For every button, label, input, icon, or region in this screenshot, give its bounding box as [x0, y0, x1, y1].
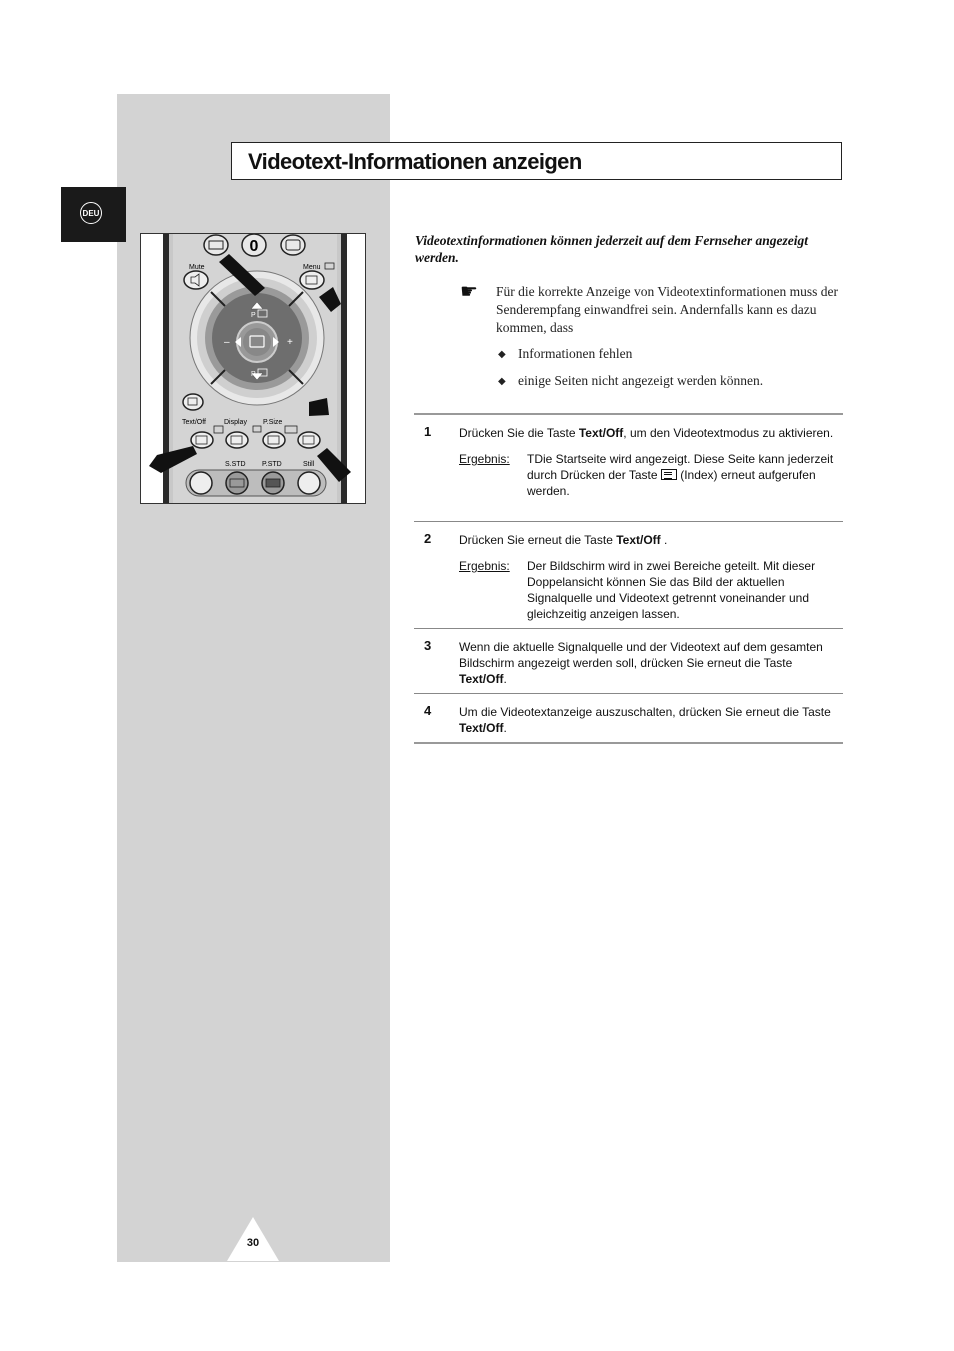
step-text: Drücken Sie erneut die Taste Text/Off . [459, 533, 668, 547]
pointing-hand-icon: ☛ [460, 281, 478, 303]
note-text: Für die korrekte Anzeige von Videotextinformationen muss der Senderempfang einwandfrei sein. Andernfalls kann es dazu kommen, dass [496, 284, 838, 335]
top-source-button [204, 235, 228, 255]
pstd-label: P.STD [262, 461, 282, 468]
step-row [414, 415, 843, 521]
step-text: Drücken Sie die Taste Text/Off, um den Videotextmodus zu aktivieren. [459, 426, 834, 440]
still-label: Still [303, 461, 315, 468]
diamond-bullet-icon: ◆ [498, 376, 506, 387]
psize-button [263, 432, 285, 448]
step-number: 3 [424, 638, 432, 653]
small-left-button [183, 394, 203, 410]
psize-label: P.Size [263, 419, 283, 426]
step-row [414, 628, 843, 693]
step-number: 2 [424, 531, 432, 546]
remote-control-illustration [140, 233, 366, 504]
svg-text:P: P [251, 371, 256, 378]
svg-text:–: – [224, 337, 230, 348]
svg-text:P: P [251, 312, 256, 319]
index-button [298, 432, 320, 448]
step-row [414, 521, 843, 628]
menu-button [300, 271, 324, 289]
page-title: Videotext-Informationen anzeigen [248, 149, 582, 174]
top-screen-button [281, 235, 305, 255]
intro-text: Videotextinformationen können jederzeit auf dem Fernseher angezeigt werden. [415, 233, 809, 265]
step-text: Wenn die aktuelle Signalquelle und der Videotext auf dem gesamten Bildschirm angezeigt werden soll, drücken Sie erneut die Taste Text/Off. [459, 640, 823, 686]
bottom-button-row [186, 470, 326, 496]
mute-button [184, 271, 208, 289]
step-number: 1 [424, 424, 432, 439]
bullet-item: ◆ Informationen fehlen [498, 345, 632, 365]
mute-label: Mute [189, 264, 205, 271]
step-text: Um die Videotextanzeige auszuschalten, drücken Sie erneut die Taste Text/Off. [459, 705, 831, 735]
menu-label: Menu [303, 264, 321, 271]
remote-control-svg [141, 234, 366, 504]
step-number: 4 [424, 703, 432, 718]
language-badge: DEU [80, 202, 102, 224]
text-off-button [191, 432, 213, 448]
step-result [459, 451, 843, 499]
steps-table [414, 413, 843, 744]
display-button [226, 432, 248, 448]
text-off-label: Text/Off [182, 419, 206, 426]
result-label: Ergebnis: [459, 559, 510, 573]
result-text: TDie Startseite wird angezeigt. Diese Seite kann jederzeit durch Drücken der Taste (Index) erneut aufgerufen werden. [527, 452, 834, 498]
result-text: Der Bildschirm wird in zwei Bereiche geteilt. Mit dieser Doppelansicht können Sie das Bild der aktuellen Signalquelle und Videotext getrennt voneinander und gleichzeitig anzeigen lassen. [527, 559, 816, 621]
result-label: Ergebnis: [459, 452, 510, 466]
svg-text:+: + [287, 337, 293, 348]
diamond-bullet-icon: ◆ [498, 349, 506, 360]
bullet-item: ◆ einige Seiten nicht angezeigt werden können. [498, 372, 763, 392]
step-result [459, 558, 843, 622]
display-label: Display [224, 419, 247, 426]
index-icon [661, 469, 677, 480]
sstd-label: S.STD [225, 461, 246, 468]
title-box [231, 142, 842, 180]
page-number: 30 [246, 1237, 260, 1249]
step-row [414, 693, 843, 742]
zero-label: 0 [249, 238, 259, 255]
